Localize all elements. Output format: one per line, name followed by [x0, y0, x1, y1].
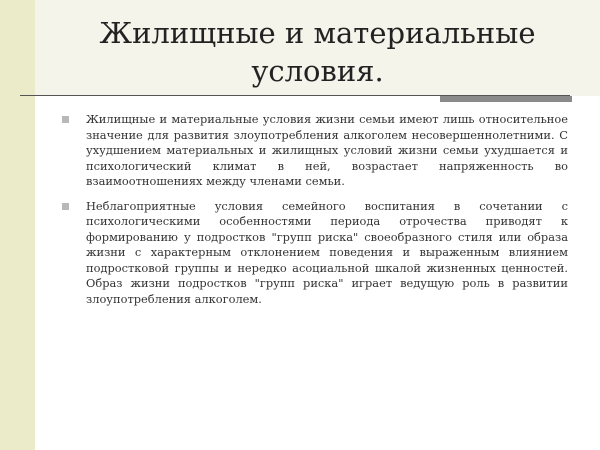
square-bullet-icon	[62, 116, 69, 123]
bullet-item-upbringing	[60, 199, 568, 308]
title-divider-bar	[440, 96, 572, 102]
bullet-list	[60, 112, 568, 316]
bullet-text: Неблагоприятные условия семейного воспитания в сочетании с психологическими особенностями периода отрочества приводят к формированию у подростков "групп риска" своеобразного стиля или образа жизни с характерным отклонением поведения и выраженным влиянием подростковой группы и нередко асоциальной шкалой жизненных ценностей. Образ жизни подростков "групп риска" играет ведущую роль в развитии злоупотребления алкоголем.	[86, 198, 568, 306]
square-bullet-icon	[62, 203, 69, 210]
bullet-item-housing	[60, 112, 568, 190]
slide-title-line-1: Жилищные и материальные	[99, 16, 536, 50]
bullet-text: Жилищные и материальные условия жизни семьи имеют лишь относительное значение для развития злоупотребления алкоголем несовершеннолетними. С ухудшением материальных и жилищных условий жизни семьи ухудшается и психологический климат в ней, возрастает напряженность во взаимоотношениях между членами семьи.	[86, 112, 568, 188]
slide-title	[35, 14, 600, 90]
slide-title-line-2: условия.	[251, 54, 384, 88]
left-accent-band	[0, 0, 35, 450]
